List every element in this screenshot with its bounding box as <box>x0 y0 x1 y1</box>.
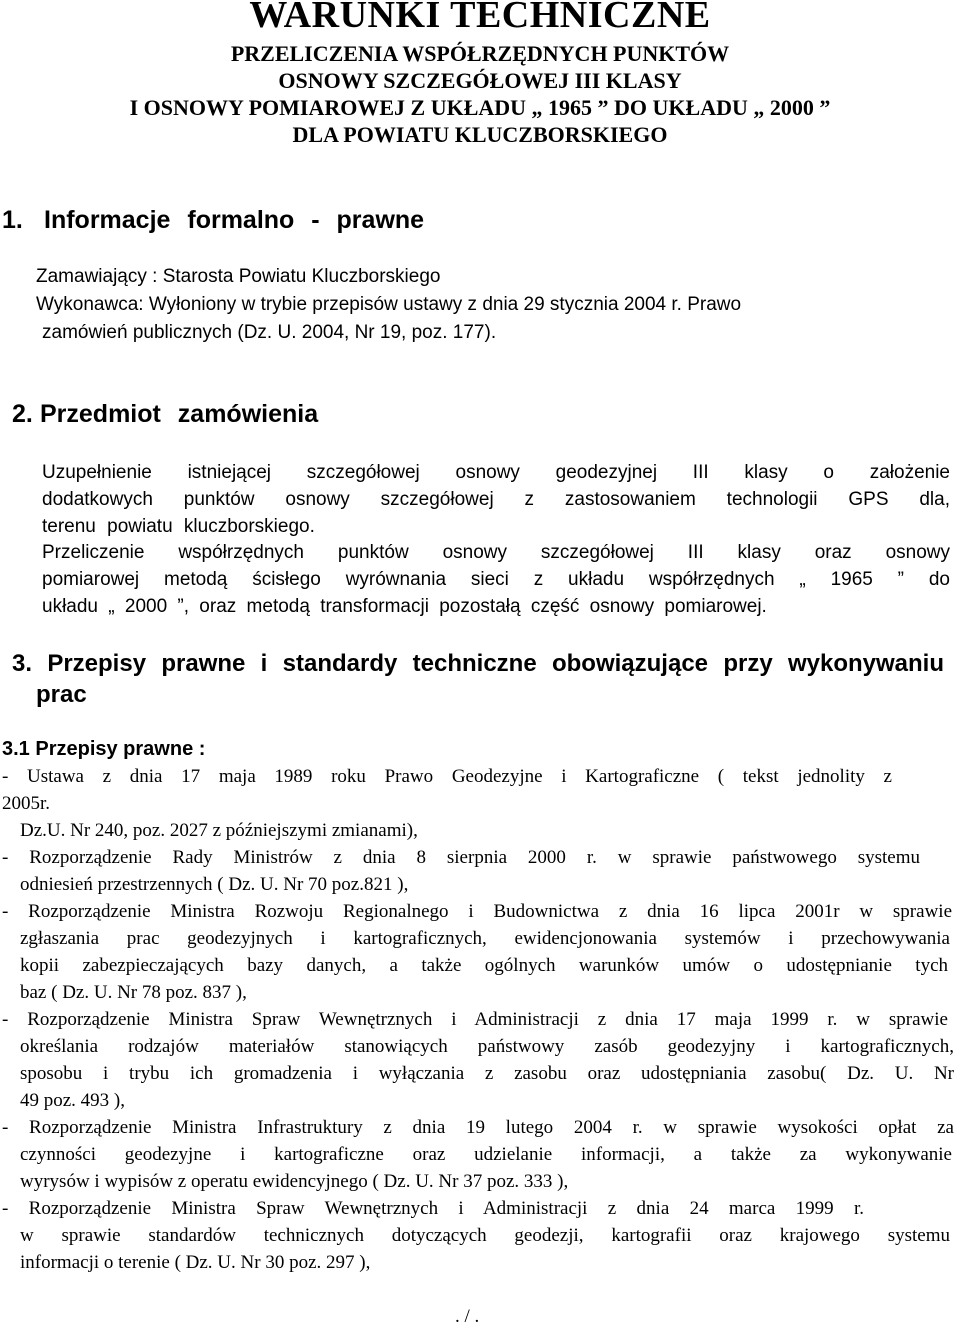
law-item-1-line-3: Dz.U. Nr 240, poz. 2027 z późniejszymi zmianami), <box>20 820 418 841</box>
law-item-2-line-2: odniesień przestrzennych ( Dz. U. Nr 70 poz.821 ), <box>20 874 409 895</box>
law-item-5-line-3: wyrysów i wypisów z operatu ewidencyjnego ( Dz. U. Nr 37 poz. 333 ), <box>20 1171 569 1192</box>
law-item-3-line-1: - Rozporządzenie Ministra Rozwoju Regionalnego i Budownictwa z dnia 16 lipca 2001r w sprawie <box>2 901 952 922</box>
subtitle-line-2: OSNOWY SZCZEGÓŁOWEJ III KLASY <box>278 68 682 93</box>
law-item-2-line-1: - Rozporządzenie Rady Ministrów z dnia 8 sierpnia 2000 r. w sprawie państwowego systemu <box>2 847 920 868</box>
subtitle-line-3: I OSNOWY POMIAROWEJ Z UKŁADU „ 1965 ” DO UKŁADU „ 2000 ” <box>129 95 831 120</box>
section-1-line-1: Zamawiający : Starosta Powiatu Kluczborskiego <box>36 266 441 287</box>
subsection-3-1-title: 3.1 Przepisy prawne : <box>2 738 206 760</box>
section-2-line-4: Przeliczenie współrzędnych punktów osnowy szczegółowej III klasy oraz osnowy <box>42 542 950 563</box>
section-1-line-3: zamówień publicznych (Dz. U. 2004, Nr 19, poz. 177). <box>42 322 497 343</box>
subtitle-line-4: DLA POWIATU KLUCZBORSKIEGO <box>292 122 668 147</box>
section-2-line-2: dodatkowych punktów osnowy szczegółowej z zastosowaniem technologii GPS dla, <box>42 489 950 510</box>
section-2-line-3: terenu powiatu kluczborskiego. <box>42 516 315 537</box>
section-1-title: Informacje formalno - prawne <box>44 206 425 234</box>
law-item-4-line-1: - Rozporządzenie Ministra Spraw Wewnętrznych i Administracji z dnia 17 maja 1999 r. w sprawie <box>2 1009 948 1030</box>
section-2-line-6: układu „ 2000 ”, oraz metodą transformacji pozostałą część osnowy pomiarowej. <box>42 596 767 617</box>
section-2-line-5: pomiarowej metodą ścisłego wyrównania sieci z układu współrzędnych „ 1965 ” do <box>42 569 950 590</box>
section-3-title-line-2: prac <box>36 681 87 708</box>
document-title: WARUNKI TECHNICZNE <box>249 0 711 36</box>
subtitle-line-1: PRZELICZENIA WSPÓŁRZĘDNYCH PUNKTÓW <box>230 41 730 66</box>
page-continuation-marker: . / . <box>455 1306 480 1327</box>
section-2-line-1: Uzupełnienie istniejącej szczegółowej osnowy geodezyjnej III klasy o założenie <box>42 462 950 483</box>
section-2-title: Przedmiot zamówienia <box>40 400 319 428</box>
section-1-number: 1. <box>2 206 23 234</box>
section-2-number: 2. <box>12 400 33 428</box>
law-item-4-line-3: sposobu i trybu ich gromadzenia i wyłączania z zasobu oraz udostępniania zasobu( Dz. U. Nr <box>20 1063 954 1084</box>
law-item-5-line-1: - Rozporządzenie Ministra Infrastruktury z dnia 19 lutego 2004 r. w sprawie wysokości opłat za <box>2 1117 954 1138</box>
law-item-3-line-3: kopii zabezpieczających bazy danych, a także ogólnych warunków umów o udostępnianie tych <box>20 955 948 976</box>
law-item-3-line-4: baz ( Dz. U. Nr 78 poz. 837 ), <box>20 982 247 1003</box>
law-item-5-line-2: czynności geodezyjne i kartograficzne oraz udzielanie informacji, a także za wykonywanie <box>20 1144 952 1165</box>
law-item-3-line-2: zgłaszania prac geodezyjnych i kartograficznych, ewidencjonowania systemów i przechowywania <box>20 928 950 949</box>
law-item-1-line-1: - Ustawa z dnia 17 maja 1989 roku Prawo Geodezyjne i Kartograficzne ( tekst jednolity z <box>2 766 892 787</box>
law-item-6-line-2: w sprawie standardów technicznych dotyczących geodezji, kartografii oraz krajowego systemu <box>20 1225 950 1246</box>
law-item-4-line-2: określania rodzajów materiałów stanowiących państwowy zasób geodezyjny i kartograficznych, <box>20 1036 954 1057</box>
section-1-line-2: Wykonawca: Wyłoniony w trybie przepisów ustawy z dnia 29 stycznia 2004 r. Prawo <box>36 294 742 315</box>
law-item-6-line-3: informacji o terenie ( Dz. U. Nr 30 poz. 297 ), <box>20 1252 371 1273</box>
section-3-title-line-1: 3. Przepisy prawne i standardy techniczne obowiązujące przy wykonywaniu <box>12 650 944 677</box>
law-item-6-line-1: - Rozporządzenie Ministra Spraw Wewnętrznych i Administracji z dnia 24 marca 1999 r. <box>2 1198 864 1219</box>
law-item-4-line-4: 49 poz. 493 ), <box>20 1090 126 1111</box>
law-item-1-line-2: 2005r. <box>2 793 51 814</box>
